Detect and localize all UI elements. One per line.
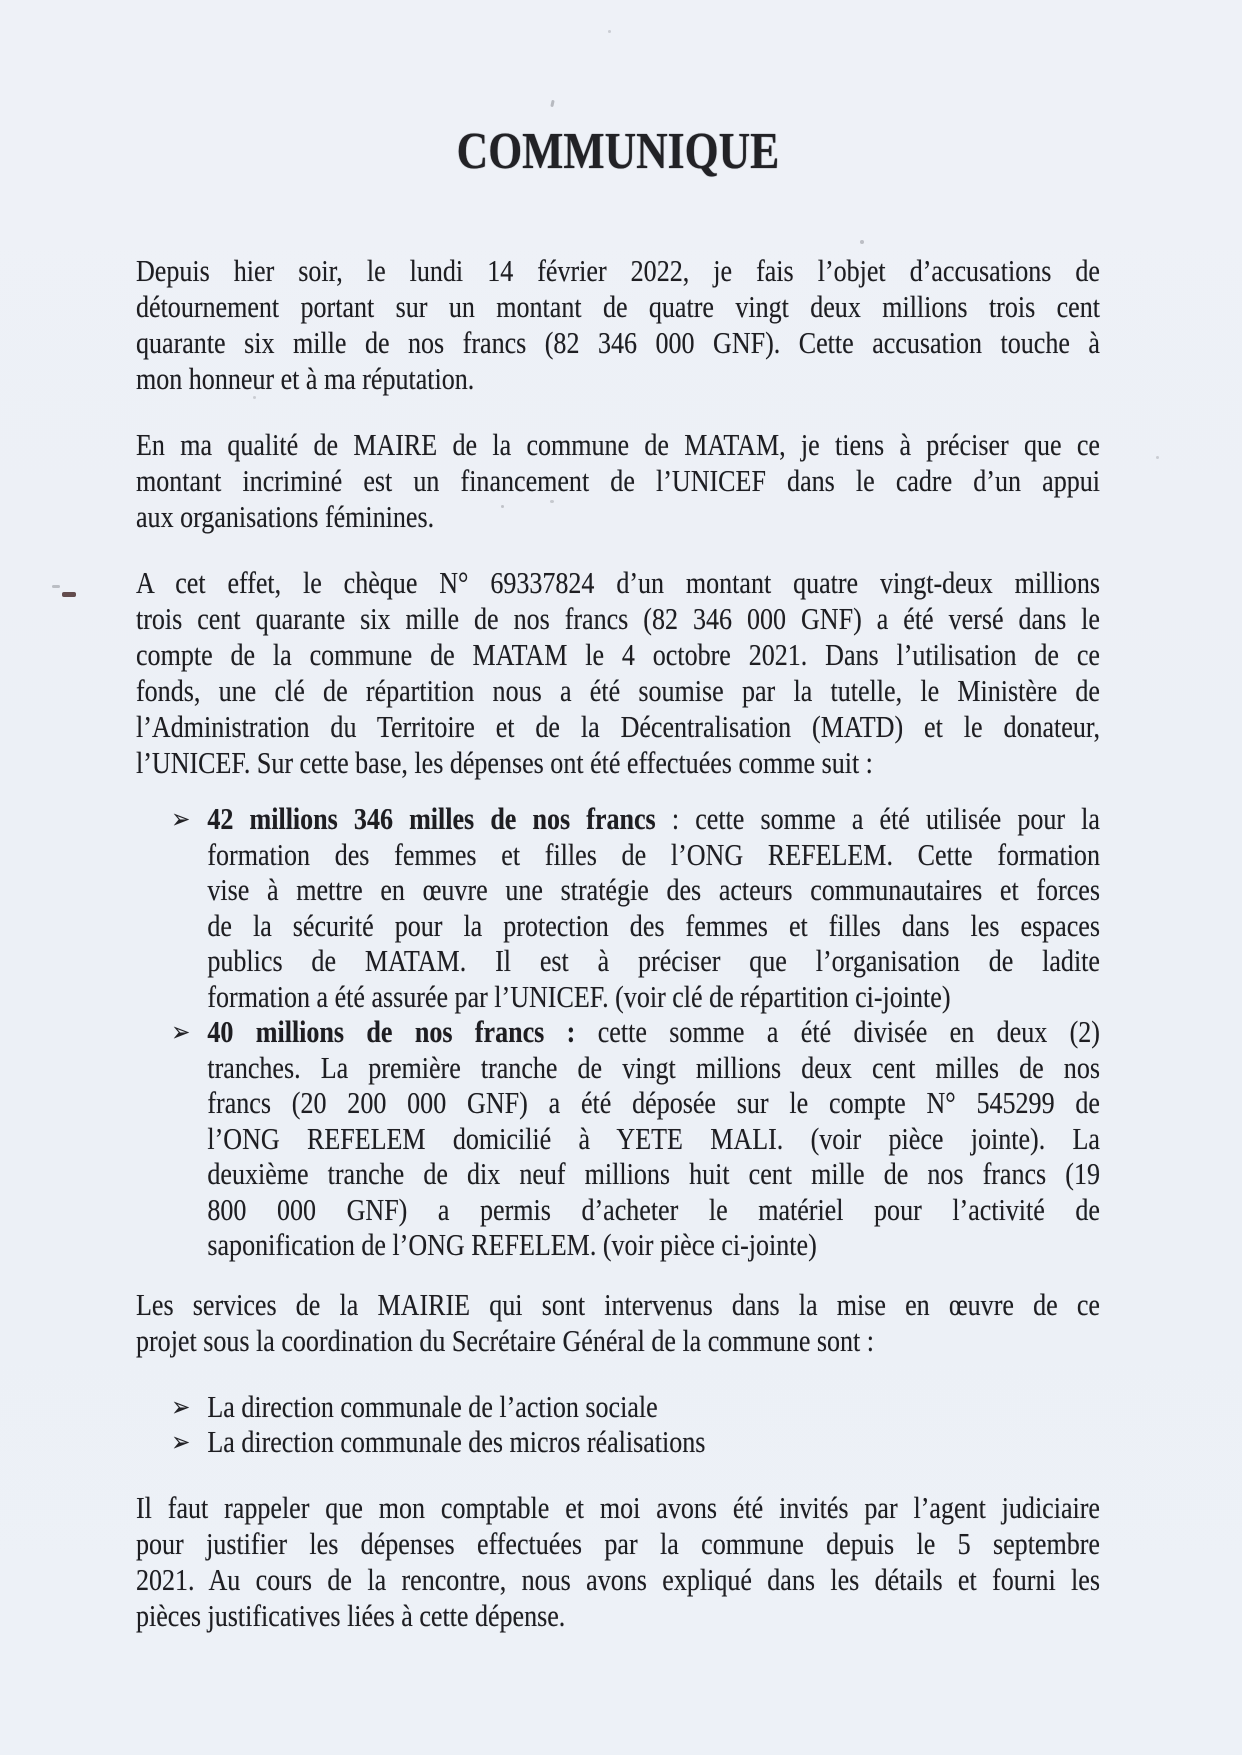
text-line: publics de MATAM. Il est à préciser que l’organisation de ladite [207, 943, 1100, 978]
maire-clarification-paragraph [136, 427, 1100, 535]
text-line: de la sécurité pour la protection des femmes et filles dans les espaces [207, 907, 1100, 943]
text-line: 42 millions 346 milles de nos francs : cette somme a été utilisée pour la [207, 801, 1100, 836]
list-item-text [207, 1014, 1100, 1263]
list-item [136, 1424, 1100, 1460]
scan-speck [608, 30, 611, 33]
text-line: montant incriminé est un financement de l’UNICEF dans le cadre d’un appui [136, 463, 1100, 498]
bullet-arrow-icon: ➢ [171, 1391, 191, 1422]
text-line: Il faut rappeler que mon comptable et moi avons été invités par l’agent judiciaire [136, 1489, 1100, 1525]
document-body [136, 253, 1100, 1634]
text-line: fonds, une clé de répartition nous a été soumise par la tutelle, le Ministère de [136, 673, 1100, 708]
text-line: détournement portant sur un montant de quatre vingt deux millions trois cent [136, 289, 1100, 324]
list-item [136, 801, 1100, 1014]
text-line: compte de la commune de MATAM le 4 octobre 2021. Dans l’utilisation de ce [136, 637, 1100, 672]
text-line: 800 000 GNF) a permis d’acheter le matériel pour l’activité de [207, 1191, 1100, 1227]
text-line: saponification de l’ONG REFELEM. (voir pièce ci-jointe) [207, 1227, 817, 1262]
scan-speck [52, 585, 60, 588]
text-line: 40 millions de nos francs : cette somme a été divisée en deux (2) [207, 1014, 1100, 1049]
document-title: COMMUNIQUE [456, 123, 780, 180]
text-line: l’UNICEF. Sur cette base, les dépenses ont été effectuées comme suit : [136, 745, 873, 780]
text-line: quarante six mille de nos francs (82 346 000 GNF). Cette accusation touche à [136, 325, 1100, 360]
directions-list [136, 1389, 1100, 1460]
list-item-text [207, 801, 1100, 1014]
list-item [136, 1014, 1100, 1263]
bullet-arrow-icon: ➢ [171, 1017, 191, 1047]
cheque-details-paragraph [136, 565, 1100, 781]
text-line: aux organisations féminines. [136, 499, 435, 534]
text-line: vise à mettre en œuvre une stratégie des acteurs communautaires et forces [207, 872, 1100, 907]
text-line: trois cent quarante six mille de nos francs (82 346 000 GNF) a été versé dans le [136, 601, 1100, 636]
list-item-text [207, 1389, 1100, 1425]
accusation-paragraph [136, 253, 1100, 397]
text-line: La direction communale des micros réalisations [207, 1424, 706, 1459]
text-line: l’ONG REFELEM domicilié à YETE MALI. (voir pièce jointe). La [207, 1120, 1100, 1156]
text-line: pour justifier les dépenses effectuées par la commune depuis le 5 septembre [136, 1525, 1100, 1561]
text-line: En ma qualité de MAIRE de la commune de MATAM, je tiens à préciser que ce [136, 427, 1100, 462]
scan-speck [860, 240, 864, 244]
text-line: A cet effet, le chèque N° 69337824 d’un montant quatre vingt-deux millions [136, 565, 1100, 600]
scan-speck [253, 396, 256, 399]
text-line: La direction communale de l’action sociale [207, 1388, 658, 1424]
text-line: projet sous la coordination du Secrétaire Général de la commune sont : [136, 1322, 875, 1358]
edge-mark [62, 592, 76, 597]
scan-speck [634, 1180, 637, 1183]
list-item-text [207, 1424, 1100, 1460]
text-line: Depuis hier soir, le lundi 14 février 2022, je fais l’objet d’accusations de [136, 253, 1100, 288]
scan-speck [501, 505, 504, 508]
text-line: formation a été assurée par l’UNICEF. (voir clé de répartition ci-jointe) [207, 978, 951, 1014]
text-line: tranches. La première tranche de vingt millions deux cent milles de nos [207, 1049, 1100, 1085]
scan-speck [1156, 456, 1159, 459]
text-line: 2021. Au cours de la rencontre, nous avons expliqué dans les détails et fourni les [136, 1561, 1100, 1597]
text-line: formation des femmes et filles de l’ONG REFELEM. Cette formation [207, 836, 1100, 872]
text-line: deuxième tranche de dix neuf millions huit cent mille de nos francs (19 [207, 1156, 1100, 1191]
bullet-arrow-icon: ➢ [171, 804, 191, 834]
text-line: mon honneur et à ma réputation. [136, 361, 475, 396]
justification-paragraph [136, 1490, 1100, 1634]
document-content [136, 123, 1100, 1634]
text-line: Les services de la MAIRIE qui sont intervenus dans la mise en œuvre de ce [136, 1286, 1100, 1322]
text-line: pièces justificatives liées à cette dépense. [136, 1597, 566, 1633]
scan-speck [550, 500, 554, 503]
bullet-arrow-icon: ➢ [171, 1427, 191, 1457]
services-mairie-paragraph [136, 1287, 1100, 1359]
depenses-list [136, 801, 1100, 1263]
text-line: l’Administration du Territoire et de la Décentralisation (MATD) et le donateur, [136, 709, 1100, 744]
scan-speck [550, 100, 554, 107]
list-item [136, 1389, 1100, 1425]
text-line: francs (20 200 000 GNF) a été déposée sur le compte N° 545299 de [207, 1085, 1100, 1120]
